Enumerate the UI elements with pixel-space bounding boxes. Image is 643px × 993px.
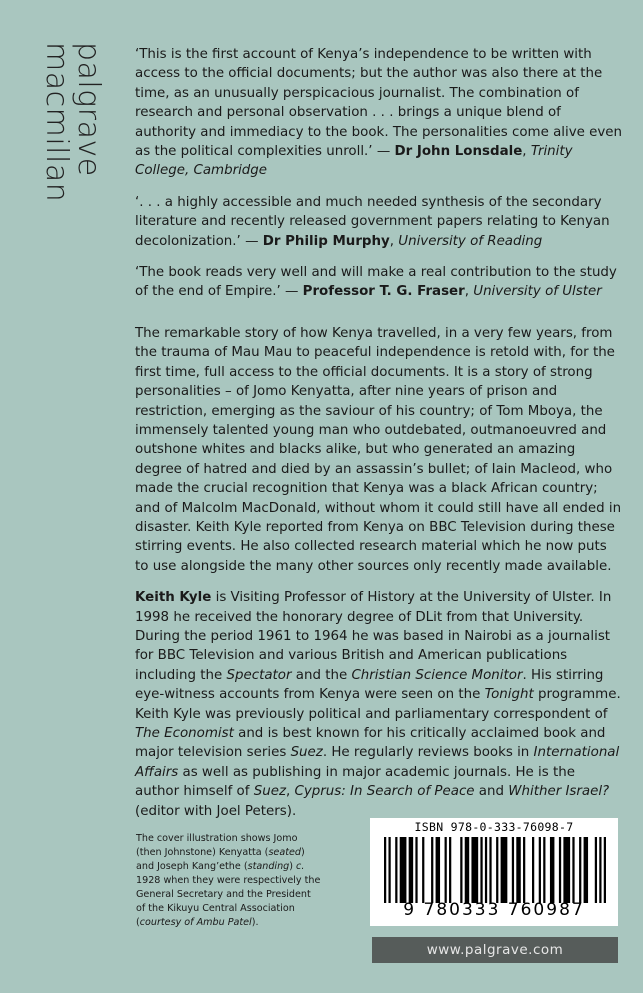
cover-illustration-caption: The cover illustration shows Jomo (then Johnstone) Kenyatta (seated) and Joseph Kang’ethe (standing) c. 1928 when they were respectively the General Secretary and the President of the Kikuyu Central Association (courtesy of Ambu Patel).: [136, 833, 321, 928]
quote-author: Dr John Lonsdale: [394, 144, 523, 160]
author-name: Keith Kyle: [135, 590, 212, 606]
barcode-bar: [550, 837, 554, 903]
publisher-name-line2: macmillan: [39, 42, 74, 203]
publisher-name-line1: palgrave: [71, 42, 106, 177]
quote-affiliation: University of Reading: [398, 233, 543, 249]
barcode-bar: [395, 837, 397, 903]
barcode-bar: [599, 837, 601, 903]
barcode-bar: [431, 837, 433, 903]
barcode-bar: [460, 837, 462, 903]
barcode-bar: [436, 837, 440, 903]
isbn-label: ISBN 978-0-333-76098-7: [414, 820, 574, 834]
review-quote: ‘. . . a highly accessible and much needed synthesis of the secondary literature and recently released government papers relating to Kenyan decolonization.’ — Dr Philip Murphy, University of Reading: [135, 194, 610, 249]
barcode-bar: [539, 837, 541, 903]
barcode-bar: [485, 837, 487, 903]
barcode-bar: [445, 837, 447, 903]
barcode-bar: [501, 837, 508, 903]
barcode-bar: [516, 837, 520, 903]
quote-text: ‘This is the first account of Kenya’s independence to be written with access to the official documents; but the author was also there at the time, as an unusually perspicacious journalist. The combination of research and personal observation . . . brings a unique blend of authority and immediacy to the book. The personalities come alive even as the political complexities unroll.’: [135, 47, 623, 160]
barcode-bar: [480, 837, 482, 903]
isbn-barcode: [370, 818, 618, 926]
barcode-bar: [543, 837, 545, 903]
book-description: The remarkable story of how Kenya travelled, in a very few years, from the trauma of Mau Mau to peaceful independence is retold with, for the first time, full access to the official documents. It is a story of strong personalities – of Jomo Kenyatta, after nine years of prison and restriction, emerging as the saviour of his country; of Tom Mboya, the immensely talented young man who outdebated, outmanoeuvred and outshone whites and blacks alike, but who generated an amazing degree of hatred and died by an assassin’s bullet; of Iain Macleod, who made the crucial recognition that Kenya was a black African country; and of Malcolm MacDonald, without whom it could still have all ended in disaster. Keith Kyle reported from Kenya on BBC Television during these stirring events. He also collected research material which he now puts to use alongside the many other sources only recently made available.: [135, 325, 622, 574]
barcode-bar: [471, 837, 478, 903]
barcode-bar: [595, 837, 597, 903]
barcode-bar: [523, 837, 525, 903]
review-quote: ‘This is the first account of Kenya’s independence to be written with access to the official documents; but the author was also there at the time, as an unusually perspicacious journalist. The combination of research and personal observation . . . brings a unique blend of authority and immediacy to the book. The personalities come alive even as the political complexities unroll.’ — Dr John Lonsdale, Trinity College, Cambridge: [135, 47, 623, 179]
barcode-bar: [604, 837, 606, 903]
barcode-bar: [532, 837, 534, 903]
barcode-bar: [449, 837, 451, 903]
barcode-bar: [489, 837, 491, 903]
barcode-bar: [579, 837, 581, 903]
barcode-bar: [388, 837, 390, 903]
quote-affiliation: Trinity College, Cambridge: [135, 144, 573, 179]
review-quote: ‘The book reads very well and will make a real contribution to the study of the end of Empire.’ — Professor T. G. Fraser, University of Ulster: [135, 265, 617, 300]
barcode-bar: [563, 837, 570, 903]
barcode-bar: [415, 837, 417, 903]
barcode-bar: [496, 837, 498, 903]
barcode-number: 9 780333 760987: [403, 900, 585, 920]
author-bio: Keith Kyle is Visiting Professor of History at the University of Ulster. In 1998 he received the honorary degree of DLit from that University. During the period 1961 to 1964 he was based in Nairobi as a journalist for BBC Television and various British and American publications including the Spectator and the Christian Science Monitor. His stirring eye-witness accounts from Kenya were seen on the Tonight programme. Keith Kyle was previously political and parliamentary correspondent of The Economist and is best known for his critically acclaimed book and major television series Suez. He regularly reviews books in International Affairs as well as publishing in major academic journals. He is the author himself of Suez, Cyprus: In Search of Peace and Whither Israel? (editor with Joel Peters).: [135, 590, 621, 819]
barcode-bar: [465, 837, 469, 903]
barcode-bars: [384, 837, 606, 903]
barcode-bar: [409, 837, 413, 903]
barcode-bar: [384, 837, 386, 903]
quote-text: ‘The book reads very well and will make a real contribution to the study of the end of Empire.’: [135, 265, 617, 300]
barcode-bar: [422, 837, 424, 903]
barcode-bar: [400, 837, 407, 903]
barcode-bar: [572, 837, 574, 903]
barcode-bar: [559, 837, 561, 903]
back-cover-text: [135, 45, 623, 821]
quote-author: Dr Philip Murphy: [262, 233, 390, 249]
publisher-logo: [28, 42, 108, 202]
barcode-bar: [512, 837, 514, 903]
quote-text: ‘. . . a highly accessible and much needed synthesis of the secondary literature and recently released government papers relating to Kenyan decolonization.’: [135, 194, 610, 249]
publisher-logo-text: [40, 42, 104, 202]
barcode-bar: [584, 837, 588, 903]
quote-author: Professor T. G. Fraser: [302, 284, 465, 300]
quote-affiliation: University of Ulster: [473, 284, 602, 300]
publisher-website: www.palgrave.com: [372, 937, 618, 963]
